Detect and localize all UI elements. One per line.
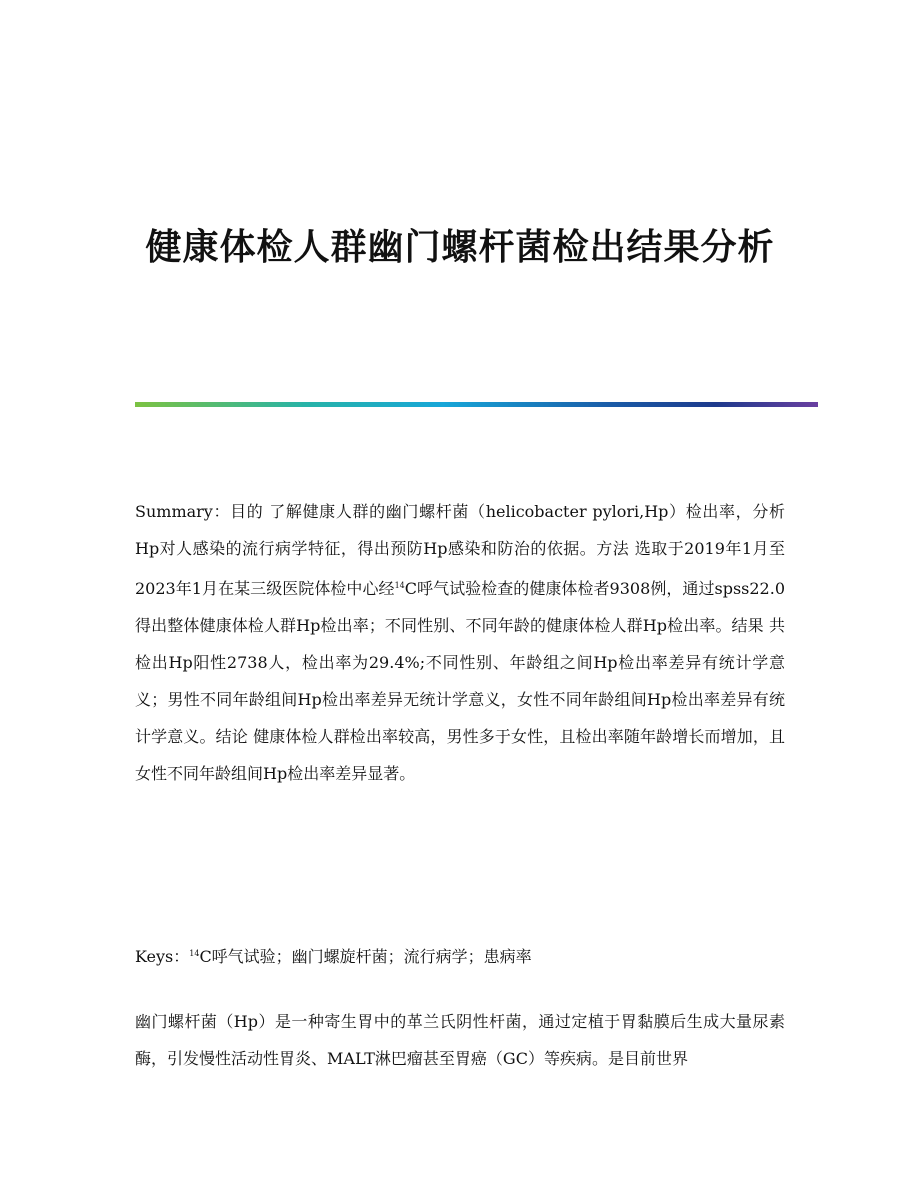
isotope-superscript: 14 xyxy=(394,581,405,590)
summary-text-continued: C呼气试验检查的健康体检者9308例，通过spss22.0得出整体健康体检人群Hp检出率；不同性别、不同年龄的健康体检人群Hp检出率。结果 共检出Hp阳性2738人，检出率为29.4%;不同性别、年龄组之间Hp检出率差异有统计学意义；男性不同年龄组间Hp检出率差异无统计学意义，女性不同年龄组间Hp检出率差异有统计学意义。结论 健康体检人群检出率较高，男性多于女性，且检出率随年龄增长而增加，且女性不同年龄组间Hp检出率差异显著。 xyxy=(135,579,785,783)
keywords-paragraph xyxy=(135,935,785,975)
decorative-gradient-divider xyxy=(135,402,818,407)
document-title: 健康体检人群幽门螺杆菌检出结果分析 xyxy=(145,226,775,268)
keys-label: Keys： xyxy=(135,947,190,966)
summary-label: Summary： xyxy=(135,502,231,521)
summary-paragraph xyxy=(135,493,785,792)
intro-paragraph: 幽门螺杆菌（Hp）是一种寄生胃中的革兰氏阴性杆菌，通过定植于胃黏膜后生成大量尿素酶，引发慢性活动性胃炎、MALT淋巴瘤甚至胃癌（GC）等疾病。是目前世界 xyxy=(135,1012,785,1068)
summary-text: 目的 了解健康人群的幽门螺杆菌（helicobacter pylori,Hp）检出率，分析Hp对人感染的流行病学特征，得出预防Hp感染和防治的依据。方法 选取于2019年1月至2023年1月在某三级医院体检中心经 xyxy=(135,502,785,598)
keys-isotope-superscript: 14 xyxy=(189,949,200,958)
keys-text: C呼气试验；幽门螺旋杆菌；流行病学；患病率 xyxy=(199,947,532,966)
